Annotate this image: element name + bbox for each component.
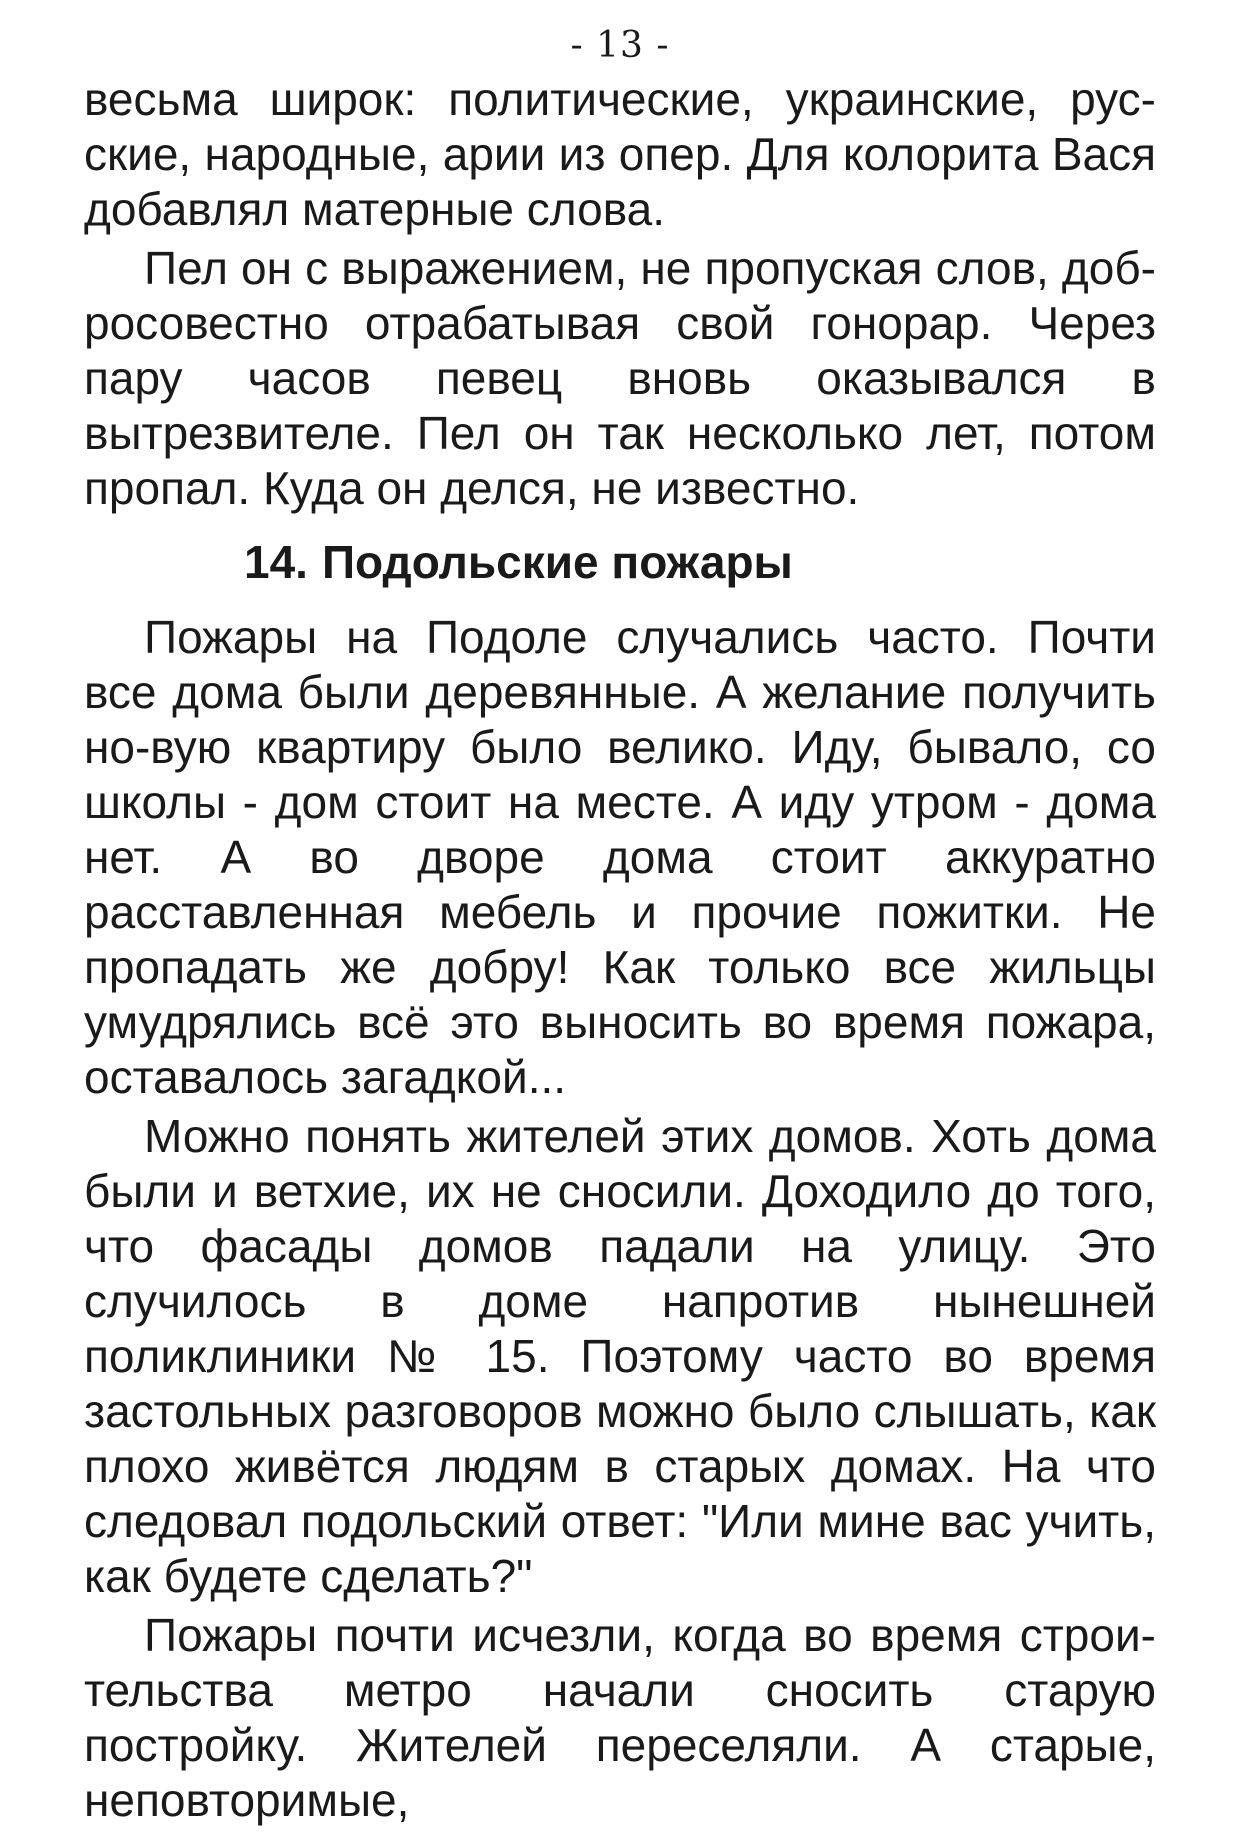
page-number: - 13 - (570, 25, 670, 66)
paragraph-residents: Можно понять жителей этих домов. Хоть дома были и ветхие, их не сносили. Доходило до того, что фасады домов падали на улицу. Это случилось в доме напротив нынешней поликлиники № 15. Поэтому часто во время застольных разговоров можно было слышать, как плохо живётся людям в старых домах. На что следовал подольский ответ: "Или мине вас учить, как будете сделать?" (84, 1110, 1156, 1602)
paragraph-singer: Пел он с выражением, не пропуская слов, доб-росовестно отрабатывая свой гонорар. Через пару часов певец вновь оказывался в вытрезвителе. Пел он так несколько лет, потом пропал. Куда он делся, не известно. (84, 242, 1156, 514)
page-body (84, 72, 1156, 1832)
section-number: 14. (244, 536, 308, 588)
paragraph-metro: Пожары почти исчезли, когда во время строи-тельства метро начали сносить старую постройку. Жителей переселяли. А старые, неповторимые, (84, 1609, 1156, 1826)
section-title: Подольские пожары (321, 536, 793, 588)
paragraph-fires: Пожары на Подоле случались часто. Почти все дома были деревянные. А желание получить но-вую квартиру было велико. Иду, бывало, со школы - дом стоит на месте. А иду утром - дома нет. А во дворе дома стоит аккуратно расставленная мебель и прочие пожитки. Не пропадать же добру! Как только все жильцы умудрялись всё это выносить во время пожара, оставалось загадкой... (84, 611, 1156, 1103)
paragraph-continuation: весьма широк: политические, украинские, рус-ские, народные, арии из опер. Для колорита Вася добавлял матерные слова. (84, 73, 1156, 235)
section-heading (244, 535, 1156, 590)
